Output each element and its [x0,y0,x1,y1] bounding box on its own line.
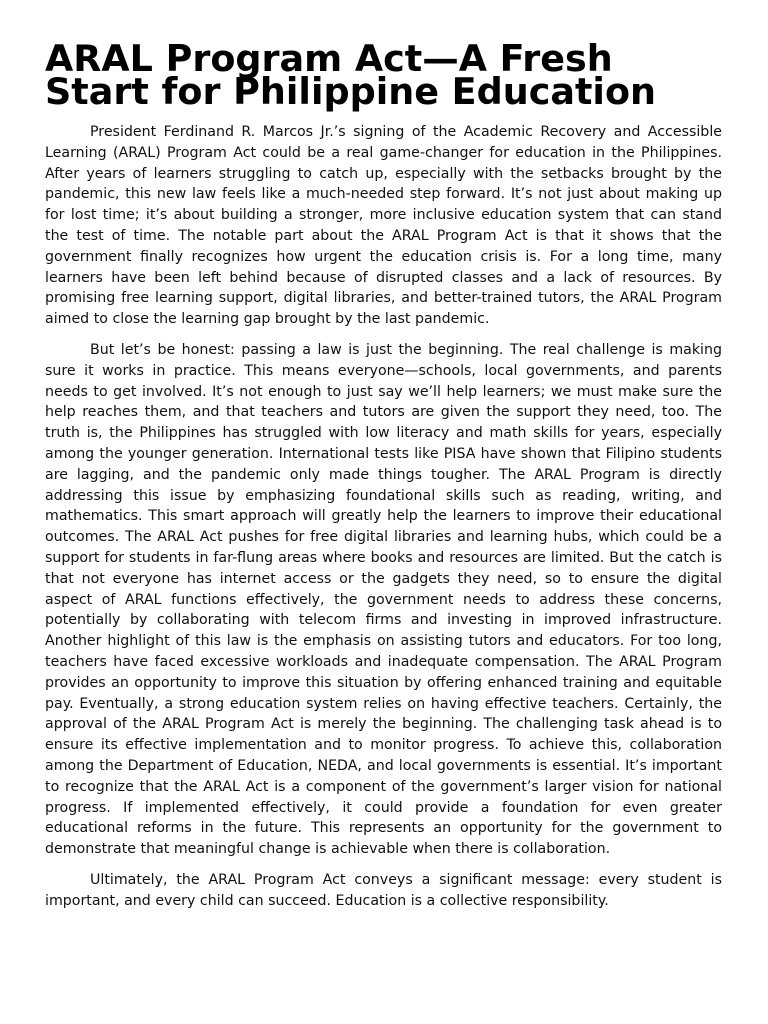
paragraph-3: Ultimately, the ARAL Program Act conveys a significant message: every student is important, and every child can succeed. Education is a collective responsibility. [45,871,722,909]
document-page [45,37,722,921]
paragraph-1: President Ferdinand R. Marcos Jr.’s signing of the Academic Recovery and Accessible Learning (ARAL) Program Act could be a real game-changer for education in the Philippines. After years of learners struggling to catch up, especially with the setbacks brought by the pandemic, this new law feels like a much-needed step forward. It’s not just about making up for lost time; it’s about building a stronger, more inclusive education system that can stand the test of time. The notable part about the ARAL Program Act is that it shows that the government finally recognizes how urgent the education crisis is. For a long time, many learners have been left behind because of disrupted classes and a lack of resources. By promising free learning support, digital libraries, and better-trained tutors, the ARAL Program aimed to close the learning gap brought by the last pandemic. [45,124,722,328]
article-title: ARAL Program Act—A Fresh Start for Philippine Education [45,37,657,113]
paragraph-2: But let’s be honest: passing a law is just the beginning. The real challenge is making sure it works in practice. This means everyone—schools, local governments, and parents needs to get involved. It’s not enough to just say we’ll help learners; we must make sure the help reaches them, and that teachers and tutors are given the support they need, too. The truth is, the Philippines has struggled with low literacy and math skills for years, especially among the younger generation. International tests like PISA have shown that Filipino students are lagging, and the pandemic only made things tougher. The ARAL Program is directly addressing this issue by emphasizing foundational skills such as reading, writing, and mathematics. This smart approach will greatly help the learners to improve their educational outcomes. The ARAL Act pushes for free digital libraries and learning hubs, which could be a support for students in far-flung areas where books and resources are limited. But the catch is that not everyone has internet access or the gadgets they need, so to ensure the digital aspect of ARAL functions effectively, the government needs to address these concerns, potentially by collaborating with telecom firms and investing in improved infrastructure. Another highlight of this law is the emphasis on assisting tutors and educators. For too long, teachers have faced excessive workloads and inadequate compensation. The ARAL Program provides an opportunity to improve this situation by offering enhanced training and equitable pay. Eventually, a strong education system relies on having effective teachers. Certainly, the approval of the ARAL Program Act is merely the beginning. The challenging task ahead is to ensure its effective implementation and to monitor progress. To achieve this, collaboration among the Department of Education, NEDA, and local governments is essential. It’s important to recognize that the ARAL Act is a component of the government’s larger vision for national progress. If implemented effectively, it could provide a foundation for even greater educational reforms in the future. This represents an opportunity for the government to demonstrate that meaningful change is achievable when there is collaboration. [45,341,722,858]
